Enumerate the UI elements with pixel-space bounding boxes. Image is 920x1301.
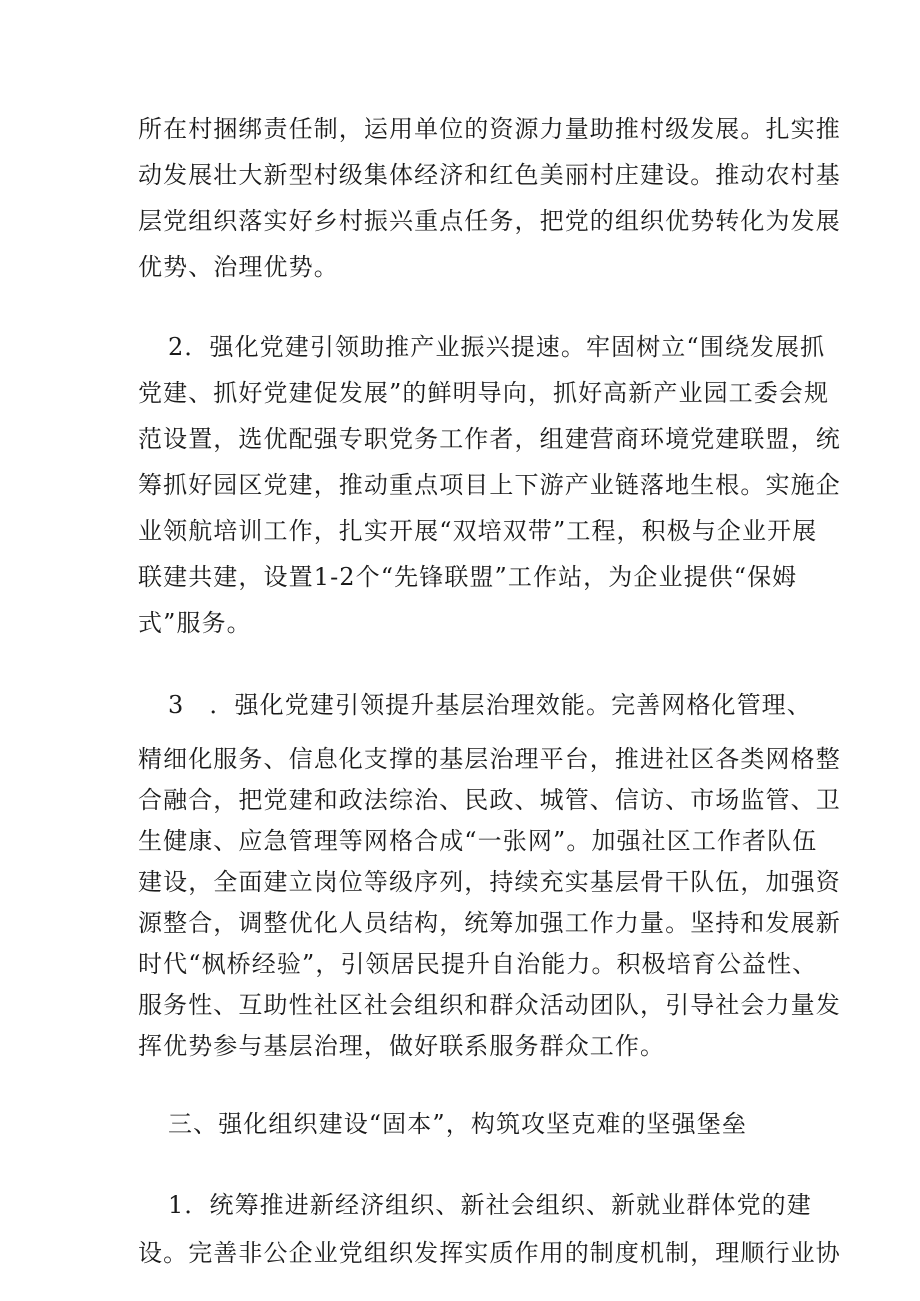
text-line: 生健康、应急管理等网格合成“一张网”。加强社区工作者队伍 bbox=[138, 827, 818, 855]
text-line: 范设置，选优配强专职党务工作者，组建营商环境党建联盟，统 bbox=[138, 425, 841, 453]
text-line: 联建共建，设置1-2个“先锋联盟”工作站，为企业提供“保姆 bbox=[138, 563, 798, 591]
text-line: 时代“枫桥经验”，引领居民提升自治能力。积极培育公益性、 bbox=[138, 950, 818, 978]
text-line: 筹抓好园区党建，推动重点项目上下游产业链落地生根。实施企 bbox=[138, 471, 841, 499]
text-line: 优势、治理优势。 bbox=[138, 253, 339, 281]
text-line: 2．强化党建引领助推产业振兴提速。牢固树立“围绕发展抓 bbox=[168, 333, 826, 361]
text-line: 源整合，调整优化人员结构，统筹加强工作力量。坚持和发展新 bbox=[138, 909, 841, 937]
text-line: 合融合，把党建和政法综治、民政、城管、信访、市场监管、卫 bbox=[138, 786, 841, 814]
text-line: 设。完善非公企业党组织发挥实质作用的制度机制，理顺行业协 bbox=[138, 1239, 841, 1267]
text-line: 精细化服务、信息化支撑的基层治理平台，推进社区各类网格整 bbox=[138, 745, 841, 773]
text-line: 1．统筹推进新经济组织、新社会组织、新就业群体党的建 bbox=[168, 1191, 812, 1219]
text-line: 挥优势参与基层治理，做好联系服务群众工作。 bbox=[138, 1032, 666, 1060]
text-line: 服务性、互助性社区社会组织和群众活动团队，引导社会力量发 bbox=[138, 991, 841, 1019]
text-line: 建设，全面建立岗位等级序列，持续充实基层骨干队伍，加强资 bbox=[138, 868, 841, 896]
text-line: 3 ．强化党建引领提升基层治理效能。完善网格化管理、 bbox=[168, 691, 812, 719]
text-line: 层党组织落实好乡村振兴重点任务，把党的组织优势转化为发展 bbox=[138, 207, 841, 235]
text-line: 党建、抓好党建促发展”的鲜明导向，抓好高新产业园工委会规 bbox=[138, 379, 830, 407]
text-line: 所在村捆绑责任制，运用单位的资源力量助推村级发展。扎实推 bbox=[138, 115, 841, 143]
text-line: 业领航培训工作，扎实开展“双培双带”工程，积极与企业开展 bbox=[138, 517, 818, 545]
text-line: 动发展壮大新型村级集体经济和红色美丽村庄建设。推动农村基 bbox=[138, 161, 841, 189]
text-line: 式”服务。 bbox=[138, 609, 252, 637]
section-heading: 三、强化组织建设“固本”，构筑攻坚克难的坚强堡垒 bbox=[168, 1110, 747, 1138]
